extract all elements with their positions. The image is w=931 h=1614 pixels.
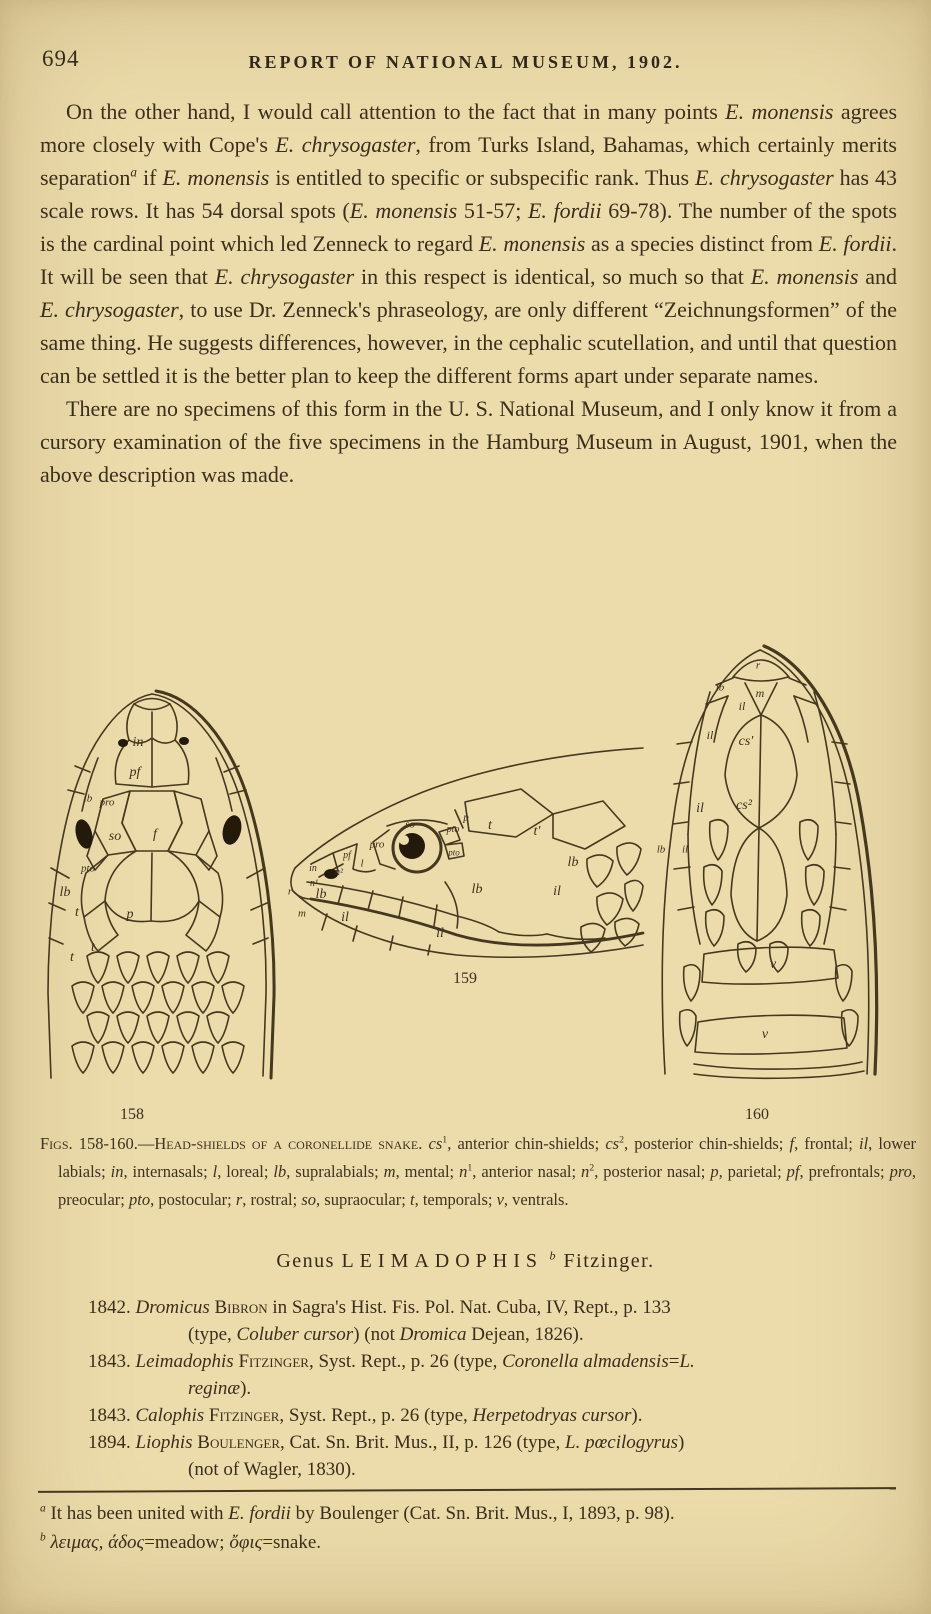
running-head-title: REPORT OF NATIONAL MUSEUM, 1902. — [248, 52, 683, 72]
figure-label-pro: pro — [369, 838, 385, 851]
figure-label-lb: lb — [83, 792, 93, 805]
figure-label-m: m — [298, 907, 306, 920]
figure-label-lb: lb — [315, 887, 327, 902]
figure-label-l: l — [360, 857, 364, 870]
body-text — [40, 95, 897, 491]
figure-label-t: t — [91, 940, 95, 955]
paragraph-2: There are no specimens of this form in the U. S. National Museum, and I only know it from a cursory examination of the five specimens in the Hamburg Museum in August, 1901, when the above description was made. — [40, 396, 897, 487]
right-nostril — [179, 737, 189, 745]
figure-label-p: p — [463, 811, 469, 824]
figure-160-number: 160 — [745, 1106, 769, 1123]
figure-label-pto: pto — [80, 862, 96, 875]
synonymy-list — [88, 1294, 903, 1483]
figure-label-t: t — [75, 905, 79, 920]
figure-label-r: r — [287, 885, 293, 898]
figure-label-lb: lb — [567, 855, 579, 870]
figure-158-number: 158 — [120, 1106, 144, 1123]
figure-label-r: r — [755, 659, 761, 672]
figure-label-il: il — [706, 728, 714, 742]
footnote-a: $^a$ It has been united with E. fordii by Boulenger (Cat. Sn. Brit. Mus., I, 1893, p. 98). — [40, 1502, 675, 1524]
figure-label-lb: lb — [59, 885, 71, 900]
figure-label-p: p — [126, 907, 134, 922]
figure-label-cs: cs′ — [738, 734, 754, 749]
figure-label-pf: pf — [129, 765, 141, 780]
left-nostril — [118, 739, 128, 747]
figure-159-drawing — [285, 742, 645, 960]
figure-caption: Figs. 158-160.—Head-shields of a coronellide snake. $cs^1$, anterior chin-shields; $cs^2$, posterior chin-shields; f, frontal; il, lower labials; in, internasals; l, loreal; lb, supralabials; m, mental; $n^1$, anterior nasal; $n^2$, posterior nasal; p, parietal; pf, prefrontals; pro, preocular; pto, postocular; r, rostral; so, supraocular; t, temporals; v, ventrals. — [40, 1134, 917, 1209]
figure-label-cs: cs² — [736, 798, 752, 813]
figure-label-so: so — [405, 818, 415, 831]
footnotes — [40, 1499, 900, 1557]
figure-label-lb: lb — [715, 681, 725, 694]
figure-label-pto: pto — [448, 847, 460, 858]
figure-label-il: il — [436, 926, 444, 941]
figure-label-il: il — [553, 884, 561, 899]
figure-label-n: n² — [335, 867, 343, 878]
figure-label-pf: pf — [343, 850, 351, 861]
footnote-rule — [38, 1487, 896, 1493]
figure-label-m: m — [755, 686, 765, 700]
genus-heading: Genus LEIMADOPHIS $^b$ Fitzinger. — [276, 1248, 655, 1272]
left-eye — [73, 818, 96, 851]
figure-label-v: v — [761, 1027, 769, 1042]
figure-label-pro: pro — [99, 796, 115, 809]
figure-label-lb: lb — [656, 843, 666, 856]
right-eye — [220, 813, 245, 846]
figure-label-il: il — [696, 801, 704, 816]
paragraph-1: On the other hand, I would call attention to the fact that in many points E. monensis agrees more closely with Cope's E. chrysogaster, from Turks Island, Bahamas, which certainly merits separation$^a$ if E. monensis is entitled to specific or subspecific rank. Thus E. chrysogaster has 43 scale rows. It has 54 dorsal spots (E. monensis 51-57; E. fordii 69-78). The number of the spots is the cardinal point which led Zenneck to regard E. monensis as a species distinct from E. fordii. It will be seen that E. chrysogaster in this respect is identical, so much so that E. monensis and E. chrysogaster, to use Dr. Zenneck's phraseology, are only different “Zeichnungsformen” of the same thing. He suggests differences, however, in the cephalic scutellation, and until that question can be settled it is the better plan to keep the different forms apart under separate names. — [40, 99, 898, 388]
figure-label-t: t — [488, 818, 492, 833]
figure-label-pto: pto — [446, 824, 460, 835]
synonymy-entry: 1843. Leimadophis Fitzinger, Syst. Rept., p. 26 (type, Coronella almadensis=L. reginæ). — [88, 1351, 695, 1399]
figure-159-lateral-head — [285, 742, 645, 960]
page-number: 694 — [42, 46, 80, 71]
figure-label-il: il — [738, 699, 746, 713]
figure-label-t: t′ — [533, 824, 541, 839]
figure-158-drawing — [35, 688, 300, 1080]
figure-label-t: t — [70, 950, 74, 965]
figure-label-in: in — [309, 863, 317, 874]
figure-label-lb: lb — [471, 882, 483, 897]
figure-label-v: v — [769, 957, 777, 972]
figure-label-il: il — [681, 843, 689, 856]
synonymy-entry: 1894. Liophis Boulenger, Cat. Sn. Brit. Mus., II, p. 126 (type, L. pœcilogyrus) (not of Wagler, 1830). — [88, 1432, 685, 1480]
figure-158-dorsal-head — [35, 688, 300, 1080]
synonymy-entry: 1842. Dromicus Bibron in Sagra's Hist. Fis. Pol. Nat. Cuba, IV, Rept., p. 133 (type, Coluber cursor) (not Dromica Dejean, 1826). — [88, 1297, 671, 1345]
figure-159-number: 159 — [453, 970, 477, 987]
eye-highlight — [399, 835, 409, 845]
figure-label-in: in — [132, 735, 144, 750]
figure-label-il: il — [341, 910, 349, 925]
figure-label-so: so — [108, 829, 122, 844]
synonymy-entry: 1843. Calophis Fitzinger, Syst. Rept., p. 26 (type, Herpetodryas cursor). — [88, 1405, 643, 1426]
figure-label-n: n¹ — [310, 878, 318, 889]
footnote-b: $^b$ λειμας, άδος=meadow; ὄφις=snake. — [40, 1531, 322, 1553]
figure-160-ventral-head — [648, 622, 908, 1082]
figure-label-f: f — [153, 827, 157, 842]
